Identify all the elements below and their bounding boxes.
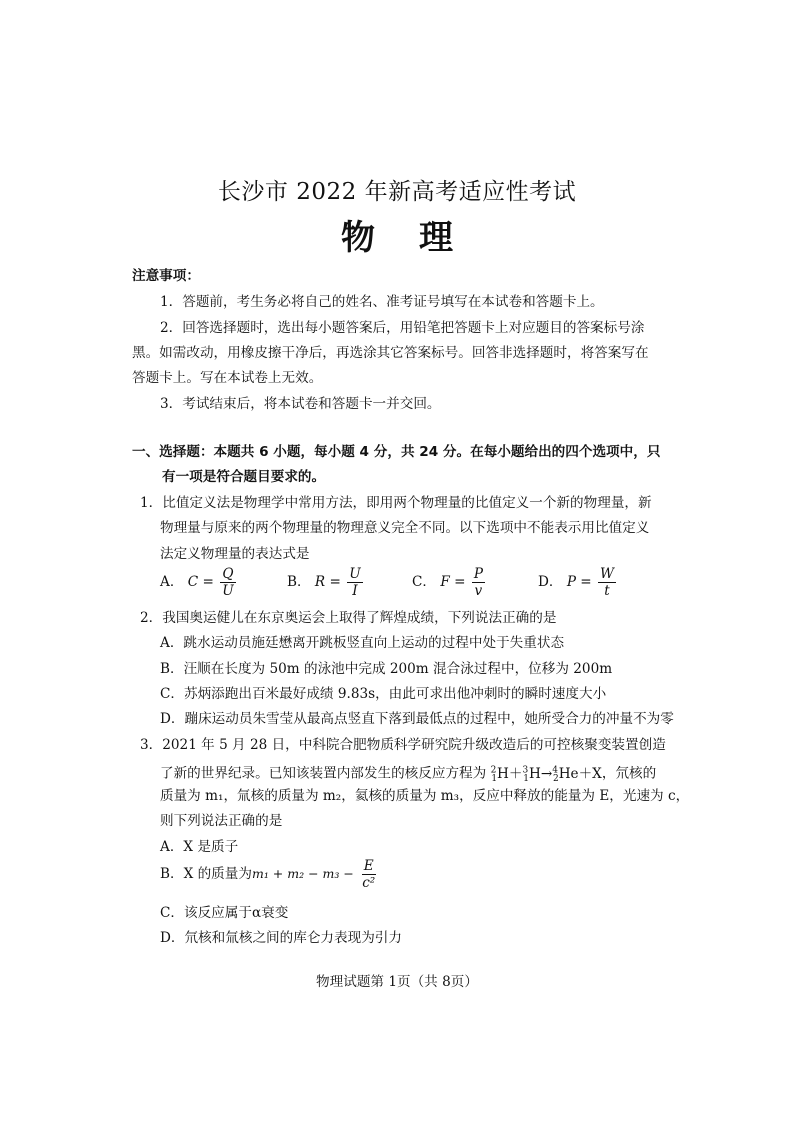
notice-item-2-cont2: 答题卡上。写在本试卷上无效。 <box>132 370 323 386</box>
exam-title: 长沙市 2022 年新高考适应性考试 <box>217 179 577 205</box>
fraction: $\frac{P}{v}$ <box>473 566 483 599</box>
section-heading-cont: 有一项是符合题目要求的。 <box>162 469 326 485</box>
notice-item-2: 2．回答选择题时，选出每小题答案后，用铅笔把答题卡上对应题目的答案标号涂 <box>160 320 645 336</box>
subject-char-2: 理 <box>419 218 453 258</box>
notice-item-2-cont: 黑。如需改动，用橡皮擦干净后，再选涂其它答案标号。回答非选择题时，将答案写在 <box>132 345 649 361</box>
fraction: $\frac{W}{t}$ <box>600 566 615 599</box>
q1-option-b: B． R = $\frac{U}{I}$ <box>287 566 361 599</box>
q1-option-a: A． C = $\frac{Q}{U}$ <box>160 566 234 599</box>
notice-item-1: 1．答题前，考生务必将自己的姓名、准考证号填写在本试卷和答题卡上。 <box>160 294 604 310</box>
nuclear-equation: $^2_1$H＋$^3_1$H→$^4_2$He＋X <box>490 765 602 785</box>
q2-option-d: D．蹦床运动员朱雪莹从最高点竖直下落到最低点的过程中，她所受合力的冲量不为零 <box>160 711 674 727</box>
notice-item-3: 3．考试结束后，将本试卷和答题卡一并交回。 <box>160 396 441 412</box>
page-footer: 物理试题第 1页（共 8页） <box>316 974 478 990</box>
q2-stem: 2．我国奥运健儿在东京奥运会上取得了辉煌成绩，下列说法正确的是 <box>140 610 557 626</box>
notice-heading: 注意事项： <box>132 268 200 284</box>
fraction: $\frac{E}{\text{c²}}$ <box>362 858 376 891</box>
q3-stem-1: 3．2021 年 5 月 28 日，中科院合肥物质科学研究院升级改造后的可控核聚变装置创造 <box>140 737 666 753</box>
fraction: $\frac{U}{I}$ <box>349 566 361 599</box>
q3-option-d: D．氘核和氚核之间的库仑力表现为引力 <box>160 930 402 946</box>
q1-stem-3: 法定义物理量的表达式是 <box>160 546 310 562</box>
q1-option-d: D． P = $\frac{W}{t}$ <box>538 566 615 599</box>
q3-option-a: A．X 是质子 <box>160 839 239 855</box>
q3-stem-3: 质量为 m₁，氚核的质量为 m₂，氦核的质量为 m₃，反应中释放的能量为 E，光速为 c， <box>160 788 690 804</box>
q2-option-c: C．苏炳添跑出百米最好成绩 9.83s，由此可求出他冲刺时的瞬时速度大小 <box>160 686 607 702</box>
q3-stem-4: 则下列说法正确的是 <box>160 813 283 829</box>
fraction: $\frac{Q}{U}$ <box>222 566 234 599</box>
q3-stem-2: 了新的世界纪录。已知该装置内部发生的核反应方程为 $^2_1$H＋$^3_1$H→$^4_2$He＋X，氘核的 <box>160 765 657 785</box>
subject-title <box>0 210 794 259</box>
q1-stem-2: 物理量与原来的两个物理量的物理意义完全不同。以下选项中不能表示用比值定义 <box>160 520 650 536</box>
subject-char-1: 物 <box>341 218 375 258</box>
q1-option-c: C． F = $\frac{P}{v}$ <box>412 566 483 599</box>
q3-option-b: B．X 的质量为m₁ + m₂ − m₃ − $\frac{E}{\text{c²}}$ <box>160 858 376 891</box>
section-heading: 一、选择题：本题共 6 小题，每小题 4 分，共 24 分。在每小题给出的四个选项中，只 <box>132 444 661 460</box>
q2-option-b: B．汪顺在长度为 50m 的泳池中完成 200m 混合泳过程中，位移为 200m <box>160 661 613 677</box>
q1-stem-1: 1．比值定义法是物理学中常用方法，即用两个物理量的比值定义一个新的物理量，新 <box>140 495 652 511</box>
q3-option-c: C．该反应属于α衰变 <box>160 905 289 921</box>
q2-option-a: A．跳水运动员施廷懋离开跳板竖直向上运动的过程中处于失重状态 <box>160 635 565 651</box>
